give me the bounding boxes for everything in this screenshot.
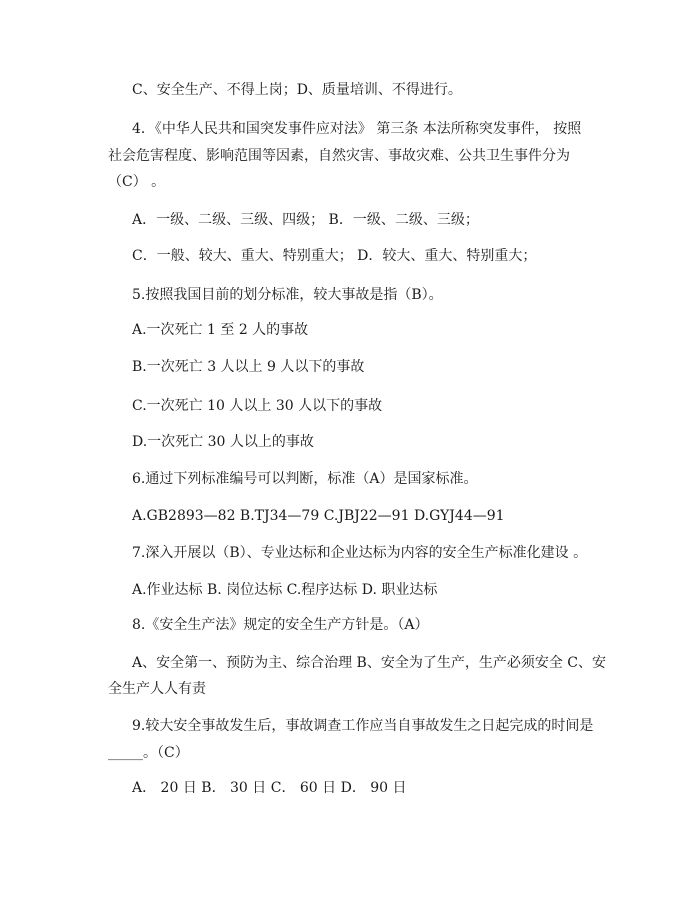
q8-options-line-2: 全生产人人有责 (108, 681, 206, 697)
q5-question: 5.按照我国目前的划分标准，较大事故是指（B）。 (132, 287, 443, 303)
q4-options-ab: A．一级、二级、三级、四级； B．一级、二级、三级； (132, 212, 479, 228)
q5-option-c: C.一次死亡 10 人以上 30 人以下的事故 (132, 398, 383, 414)
q6-question: 6.通过下列标准编号可以判断，标准（A）是国家标准。 (132, 471, 478, 487)
q9-question-line-2: _____。（C） (108, 745, 189, 761)
q7-question: 7.深入开展以（B）、专业达标和企业达标为内容的安全生产标准化建设 。 (132, 545, 588, 561)
q5-option-a: A.一次死亡 1 至 2 人的事故 (132, 322, 309, 338)
q8-options-line-1: A、安全第一、预防为主、综合治理 B、安全为了生产，生产必须安全 C、安 (132, 655, 607, 671)
q4-question-line-2: 社会危害程度、影响范围等因素，自然灾害、事故灾难、公共卫生事件分为 (108, 148, 570, 164)
q4-answer: （C） 。 (108, 174, 166, 190)
q4-options-cd: C．一般、较大、重大、特别重大； D．较大、重大、特别重大； (132, 248, 537, 264)
q4-question-line-1: 4．《中华人民共和国突发事件应对法》 第三条 本法所称突发事件， 按照 (132, 121, 582, 137)
q8-question: 8.《安全生产法》规定的安全生产方针是。（A） (132, 617, 429, 633)
q3-options-cd: C、安全生产、不得上岗；D、质量培训、不得进行。 (132, 82, 462, 98)
q9-question-line-1: 9.较大安全事故发生后，事故调查工作应当自事故发生之日起完成的时间是 (132, 718, 594, 734)
q7-options: A.作业达标 B. 岗位达标 C.程序达标 D. 职业达标 (132, 582, 438, 598)
q5-option-d: D.一次死亡 30 人以上的事故 (132, 434, 314, 450)
q5-option-b: B.一次死亡 3 人以上 9 人以下的事故 (132, 359, 365, 375)
q6-options: A.GB2893—82 B.TJ34—79 C.JBJ22—91 D.GYJ44—91 (132, 508, 505, 524)
q9-options: A． 20 日 B． 30 日 C． 60 日 D． 90 日 (132, 780, 407, 796)
